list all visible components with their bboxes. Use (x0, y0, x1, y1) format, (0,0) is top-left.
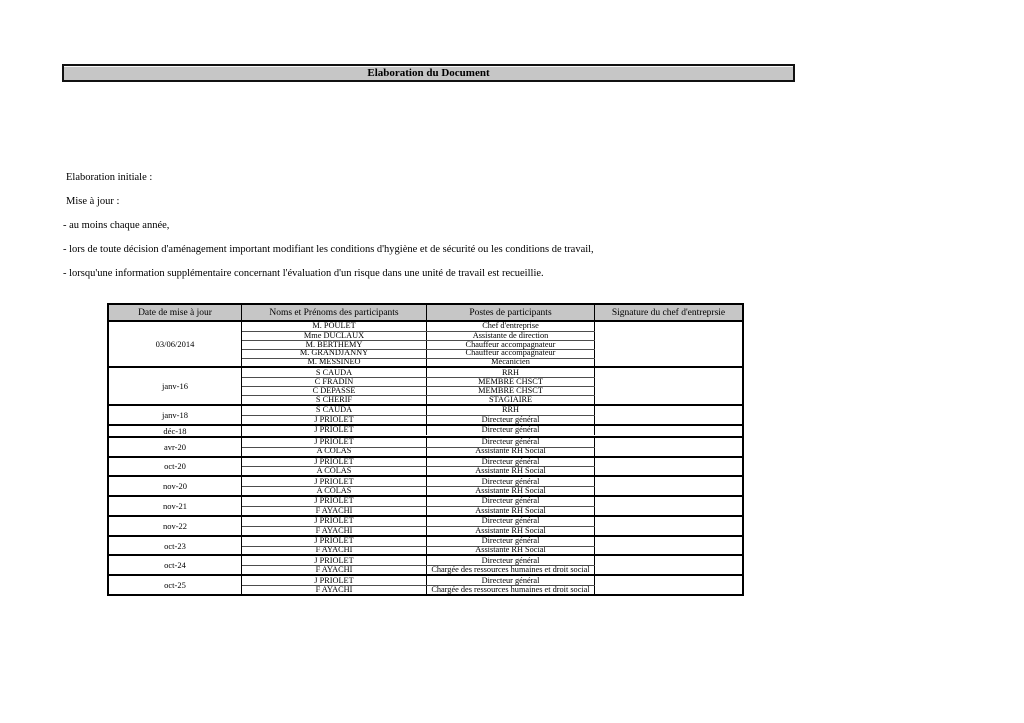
participant-poste-cell: Chargée des ressources humaines et droit social (427, 566, 595, 574)
table-row (242, 466, 595, 475)
intro-line-lorsqu-une: - lorsqu'une information supplémentaire concernant l'évaluation d'un risque dans une unité de travail est recueillie. (63, 268, 544, 279)
participant-poste-cell: Assistante RH Social (427, 547, 595, 555)
participant-name-cell: J PRIOLET (242, 416, 427, 424)
table-row (242, 358, 595, 367)
signature-cell (595, 477, 742, 495)
participant-poste-cell: Directeur général (427, 517, 595, 526)
date-cell: janv-16 (109, 368, 242, 404)
participants-column (242, 537, 595, 555)
table-row (242, 406, 595, 415)
table-row (242, 477, 595, 486)
document-title-bar (62, 64, 795, 82)
signature-cell (595, 537, 742, 555)
table-row (242, 486, 595, 495)
participant-poste-cell: RRH (427, 368, 595, 377)
table-row (242, 546, 595, 555)
document-title: Elaboration du Document (367, 67, 490, 79)
participant-poste-cell: Chef d'entreprise (427, 322, 595, 331)
date-cell: déc-18 (109, 426, 242, 436)
table-group (109, 366, 742, 404)
participant-name-cell: J PRIOLET (242, 576, 427, 585)
participant-name-cell: J PRIOLET (242, 438, 427, 447)
table-row (242, 377, 595, 386)
table-row (242, 438, 595, 447)
participants-column (242, 322, 595, 366)
table-group (109, 436, 742, 456)
participant-name-cell: S CAUDA (242, 406, 427, 415)
participant-poste-cell: RRH (427, 406, 595, 415)
participants-column (242, 477, 595, 495)
participant-name-cell: C DEPASSE (242, 387, 427, 395)
participants-column (242, 406, 595, 424)
table-row (242, 458, 595, 467)
participant-name-cell: C FRADIN (242, 378, 427, 386)
participant-name-cell: J PRIOLET (242, 497, 427, 506)
date-cell: avr-20 (109, 438, 242, 456)
table-group (109, 495, 742, 515)
participant-poste-cell: Assistante RH Social (427, 507, 595, 515)
header-cell-date: Date de mise à jour (109, 305, 242, 320)
table-group (109, 574, 742, 594)
signature-cell (595, 406, 742, 424)
participant-name-cell: A COLAS (242, 448, 427, 456)
table-row (242, 340, 595, 349)
table-group (109, 456, 742, 476)
signature-cell (595, 556, 742, 574)
date-cell: nov-22 (109, 517, 242, 535)
participant-poste-cell: Directeur général (427, 438, 595, 447)
participant-name-cell: F AYACHI (242, 527, 427, 535)
participant-name-cell: J PRIOLET (242, 458, 427, 467)
date-cell: 03/06/2014 (109, 322, 242, 366)
participant-poste-cell: Directeur général (427, 576, 595, 585)
participants-column (242, 368, 595, 404)
participant-poste-cell: Assistante RH Social (427, 527, 595, 535)
participant-name-cell: M. GRANDJANNY (242, 350, 427, 358)
participant-poste-cell: STAGIAIRE (427, 396, 595, 404)
table-row (242, 395, 595, 404)
participant-poste-cell: Chauffeur accompagnateur (427, 350, 595, 358)
participant-name-cell: F AYACHI (242, 507, 427, 515)
participant-poste-cell: Directeur général (427, 416, 595, 424)
table-group (109, 424, 742, 436)
date-cell: janv-18 (109, 406, 242, 424)
participant-name-cell: M. POULET (242, 322, 427, 331)
participant-poste-cell: MEMBRE CHSCT (427, 378, 595, 386)
table-row (242, 506, 595, 515)
table-row (242, 322, 595, 331)
participant-name-cell: A COLAS (242, 487, 427, 495)
table-row (242, 386, 595, 395)
table-row (242, 426, 595, 435)
signature-cell (595, 576, 742, 594)
participant-name-cell: M. MESSINEO (242, 359, 427, 367)
table-row (242, 526, 595, 535)
table-group (109, 515, 742, 535)
participant-name-cell: J PRIOLET (242, 556, 427, 565)
participant-poste-cell: Chargée des ressources humaines et droit social (427, 586, 595, 594)
participant-poste-cell: Directeur général (427, 426, 595, 435)
table-row (242, 537, 595, 546)
participants-column (242, 438, 595, 456)
table-row (242, 565, 595, 574)
signature-cell (595, 322, 742, 366)
participant-poste-cell: Directeur général (427, 497, 595, 506)
signature-cell (595, 517, 742, 535)
signature-cell (595, 368, 742, 404)
participant-poste-cell: Directeur général (427, 458, 595, 467)
date-cell: oct-25 (109, 576, 242, 594)
table-row (242, 447, 595, 456)
table-row (242, 415, 595, 424)
signature-cell (595, 426, 742, 436)
participant-poste-cell: MEMBRE CHSCT (427, 387, 595, 395)
participants-column (242, 497, 595, 515)
participant-poste-cell: Directeur général (427, 477, 595, 486)
signature-cell (595, 458, 742, 476)
participant-name-cell: J PRIOLET (242, 537, 427, 546)
participant-poste-cell: Directeur général (427, 537, 595, 546)
participant-poste-cell: Chauffeur accompagnateur (427, 341, 595, 349)
date-cell: oct-20 (109, 458, 242, 476)
table-group (109, 404, 742, 424)
participant-poste-cell: Directeur général (427, 556, 595, 565)
participants-column (242, 556, 595, 574)
participant-name-cell: Mme DUCLAUX (242, 332, 427, 340)
intro-line-mise-a-jour: Mise à jour : (66, 196, 120, 207)
participant-name-cell: F AYACHI (242, 586, 427, 594)
table-group (109, 322, 742, 366)
date-cell: oct-24 (109, 556, 242, 574)
table-row (242, 556, 595, 565)
participant-name-cell: S CAUDA (242, 368, 427, 377)
participant-name-cell: S CHERIF (242, 396, 427, 404)
table-group (109, 535, 742, 555)
table-row (242, 576, 595, 585)
participant-name-cell: J PRIOLET (242, 517, 427, 526)
signature-cell (595, 497, 742, 515)
participants-column (242, 517, 595, 535)
participant-poste-cell: Mécanicien (427, 359, 595, 367)
intro-line-lors-de-toute: - lors de toute décision d'aménagement important modifiant les conditions d'hygiène et de sécurité ou les conditions de travail, (63, 244, 594, 255)
date-cell: oct-23 (109, 537, 242, 555)
table-group (109, 475, 742, 495)
table-body (109, 322, 742, 594)
participants-column (242, 576, 595, 594)
table-row (242, 368, 595, 377)
intro-line-au-moins: - au moins chaque année, (63, 220, 170, 231)
update-table (107, 303, 744, 596)
header-cell-signature: Signature du chef d'entreprsie (611, 307, 726, 318)
table-row (242, 517, 595, 526)
table-row (242, 585, 595, 594)
header-cell-postes: Postes de participants (427, 305, 595, 320)
participant-name-cell: F AYACHI (242, 566, 427, 574)
signature-cell (595, 438, 742, 456)
table-header-row (109, 305, 742, 322)
participant-name-cell: F AYACHI (242, 547, 427, 555)
participant-name-cell: J PRIOLET (242, 426, 427, 435)
intro-line-elaboration-initiale: Elaboration initiale : (66, 172, 153, 183)
date-cell: nov-21 (109, 497, 242, 515)
table-row (242, 497, 595, 506)
participants-column (242, 458, 595, 476)
participant-name-cell: A COLAS (242, 467, 427, 475)
table-group (109, 554, 742, 574)
participant-poste-cell: Assistante de direction (427, 332, 595, 340)
participant-name-cell: M. BERTHEMY (242, 341, 427, 349)
table-row (242, 331, 595, 340)
header-cell-names: Noms et Prénoms des participants (242, 305, 427, 320)
participant-name-cell: J PRIOLET (242, 477, 427, 486)
participant-poste-cell: Assistante RH Social (427, 467, 595, 475)
table-row (242, 349, 595, 358)
participant-poste-cell: Assistante RH Social (427, 487, 595, 495)
date-cell: nov-20 (109, 477, 242, 495)
participant-poste-cell: Assistante RH Social (427, 448, 595, 456)
participants-column (242, 426, 595, 436)
